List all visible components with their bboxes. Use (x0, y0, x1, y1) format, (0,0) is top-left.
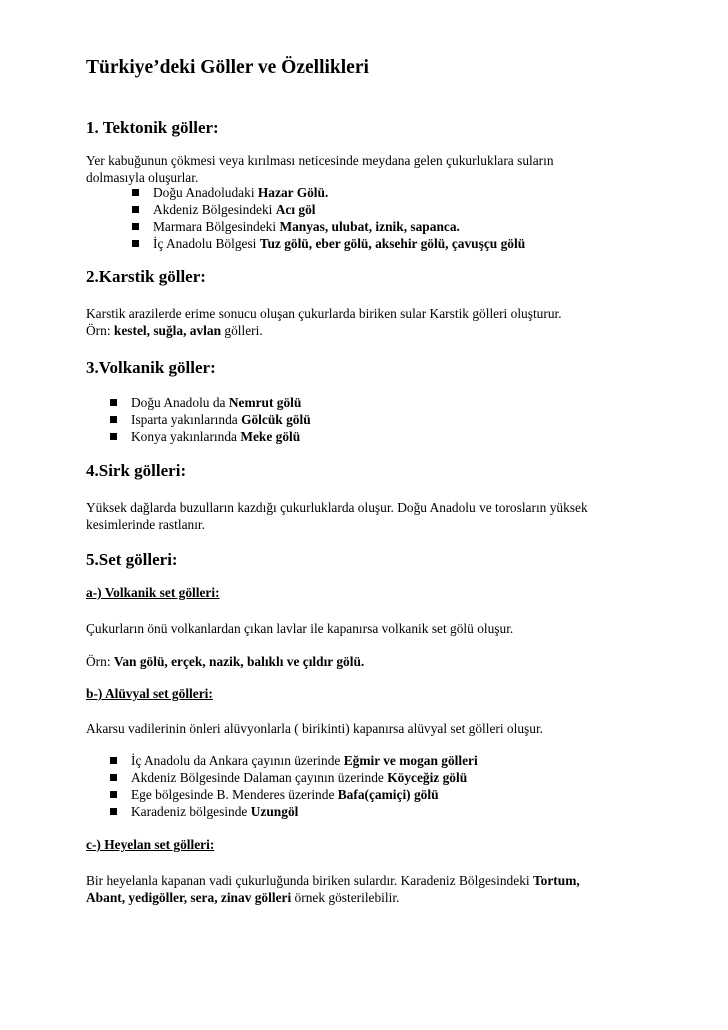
tektonik-desc-line1: Yer kabuğunun çökmesi veya kırılması neticesinde meydana gelen çukurluklara suların (86, 153, 554, 168)
list-item: Konya yakınlarında Meke gölü (131, 428, 311, 445)
karstik-desc-line1: Karstik arazilerde erime sonucu oluşan çukurlarda biriken sular Karstik gölleri oluşturur. (86, 306, 562, 321)
bullet-icon (132, 189, 139, 196)
list-item: Doğu Anadolu da Nemrut gölü (131, 394, 311, 411)
subheading-heyelan-set: c-) Heyelan set gölleri: (86, 837, 215, 852)
subheading-volkanik-set: a-) Volkanik set gölleri: (86, 585, 220, 600)
bullet-icon (132, 223, 139, 230)
heyelan-set-desc-line1: Bir heyelanla kapanan vadi çukurluğunda biriken sulardır. Karadeniz Bölgesindeki Tortum, (86, 873, 580, 888)
heading-tektonik: 1. Tektonik göller: (86, 118, 219, 137)
sirk-desc-line1: Yüksek dağlarda buzulların kazdığı çukurluklarda oluşur. Doğu Anadolu ve torosların yüksek (86, 500, 588, 515)
list-item: İç Anadolu da Ankara çayının üzerinde Eğmir ve mogan gölleri (131, 752, 478, 769)
aluvyal-set-desc: Akarsu vadilerinin önleri alüvyonlarla ( birikinti) kapanırsa alüvyal set gölleri oluşur. (86, 721, 544, 736)
karstik-desc-line2: Örn: kestel, suğla, avlan gölleri. (86, 323, 263, 338)
bullet-icon (110, 433, 117, 440)
document-title: Türkiye’deki Göller ve Özellikleri (86, 57, 369, 78)
list-item: Marmara Bölgesindeki Manyas, ulubat, iznik, sapanca. (153, 218, 525, 235)
list-item: Isparta yakınlarında Gölcük gölü (131, 411, 311, 428)
bullet-icon (110, 416, 117, 423)
volkanik-list (131, 394, 311, 445)
bullet-icon (110, 808, 117, 815)
bullet-icon (132, 240, 139, 247)
aluvyal-list (131, 752, 478, 820)
tektonik-list (153, 184, 525, 252)
tektonik-desc-line2: dolmasıyla oluşurlar. (86, 170, 199, 185)
bullet-icon (132, 206, 139, 213)
bullet-icon (110, 791, 117, 798)
heyelan-set-desc-line2: Abant, yedigöller, sera, zinav gölleri örnek gösterilebilir. (86, 890, 400, 905)
list-item: Doğu Anadoludaki Hazar Gölü. (153, 184, 525, 201)
bullet-icon (110, 774, 117, 781)
volkanik-set-desc: Çukurların önü volkanlardan çıkan lavlar ile kapanırsa volkanik set gölü oluşur. (86, 621, 514, 636)
list-item: Akdeniz Bölgesinde Dalaman çayının üzerinde Köyceğiz gölü (131, 769, 478, 786)
bullet-icon (110, 757, 117, 764)
subheading-aluvyal-set: b-) Alüvyal set gölleri: (86, 686, 213, 701)
heading-karstik: 2.Karstik göller: (86, 267, 206, 286)
list-item: Karadeniz bölgesinde Uzungöl (131, 803, 478, 820)
list-item: Akdeniz Bölgesindeki Acı göl (153, 201, 525, 218)
heading-sirk: 4.Sirk gölleri: (86, 461, 187, 480)
sirk-desc-line2: kesimlerinde rastlanır. (86, 517, 205, 532)
heading-volkanik: 3.Volkanik göller: (86, 358, 216, 377)
volkanik-set-example: Örn: Van gölü, erçek, nazik, balıklı ve çıldır gölü. (86, 654, 365, 669)
bullet-icon (110, 399, 117, 406)
list-item: Ege bölgesinde B. Menderes üzerinde Bafa(çamiçi) gölü (131, 786, 478, 803)
heading-set: 5.Set gölleri: (86, 550, 178, 569)
list-item: İç Anadolu Bölgesi Tuz gölü, eber gölü, aksehir gölü, çavuşçu gölü (153, 235, 525, 252)
